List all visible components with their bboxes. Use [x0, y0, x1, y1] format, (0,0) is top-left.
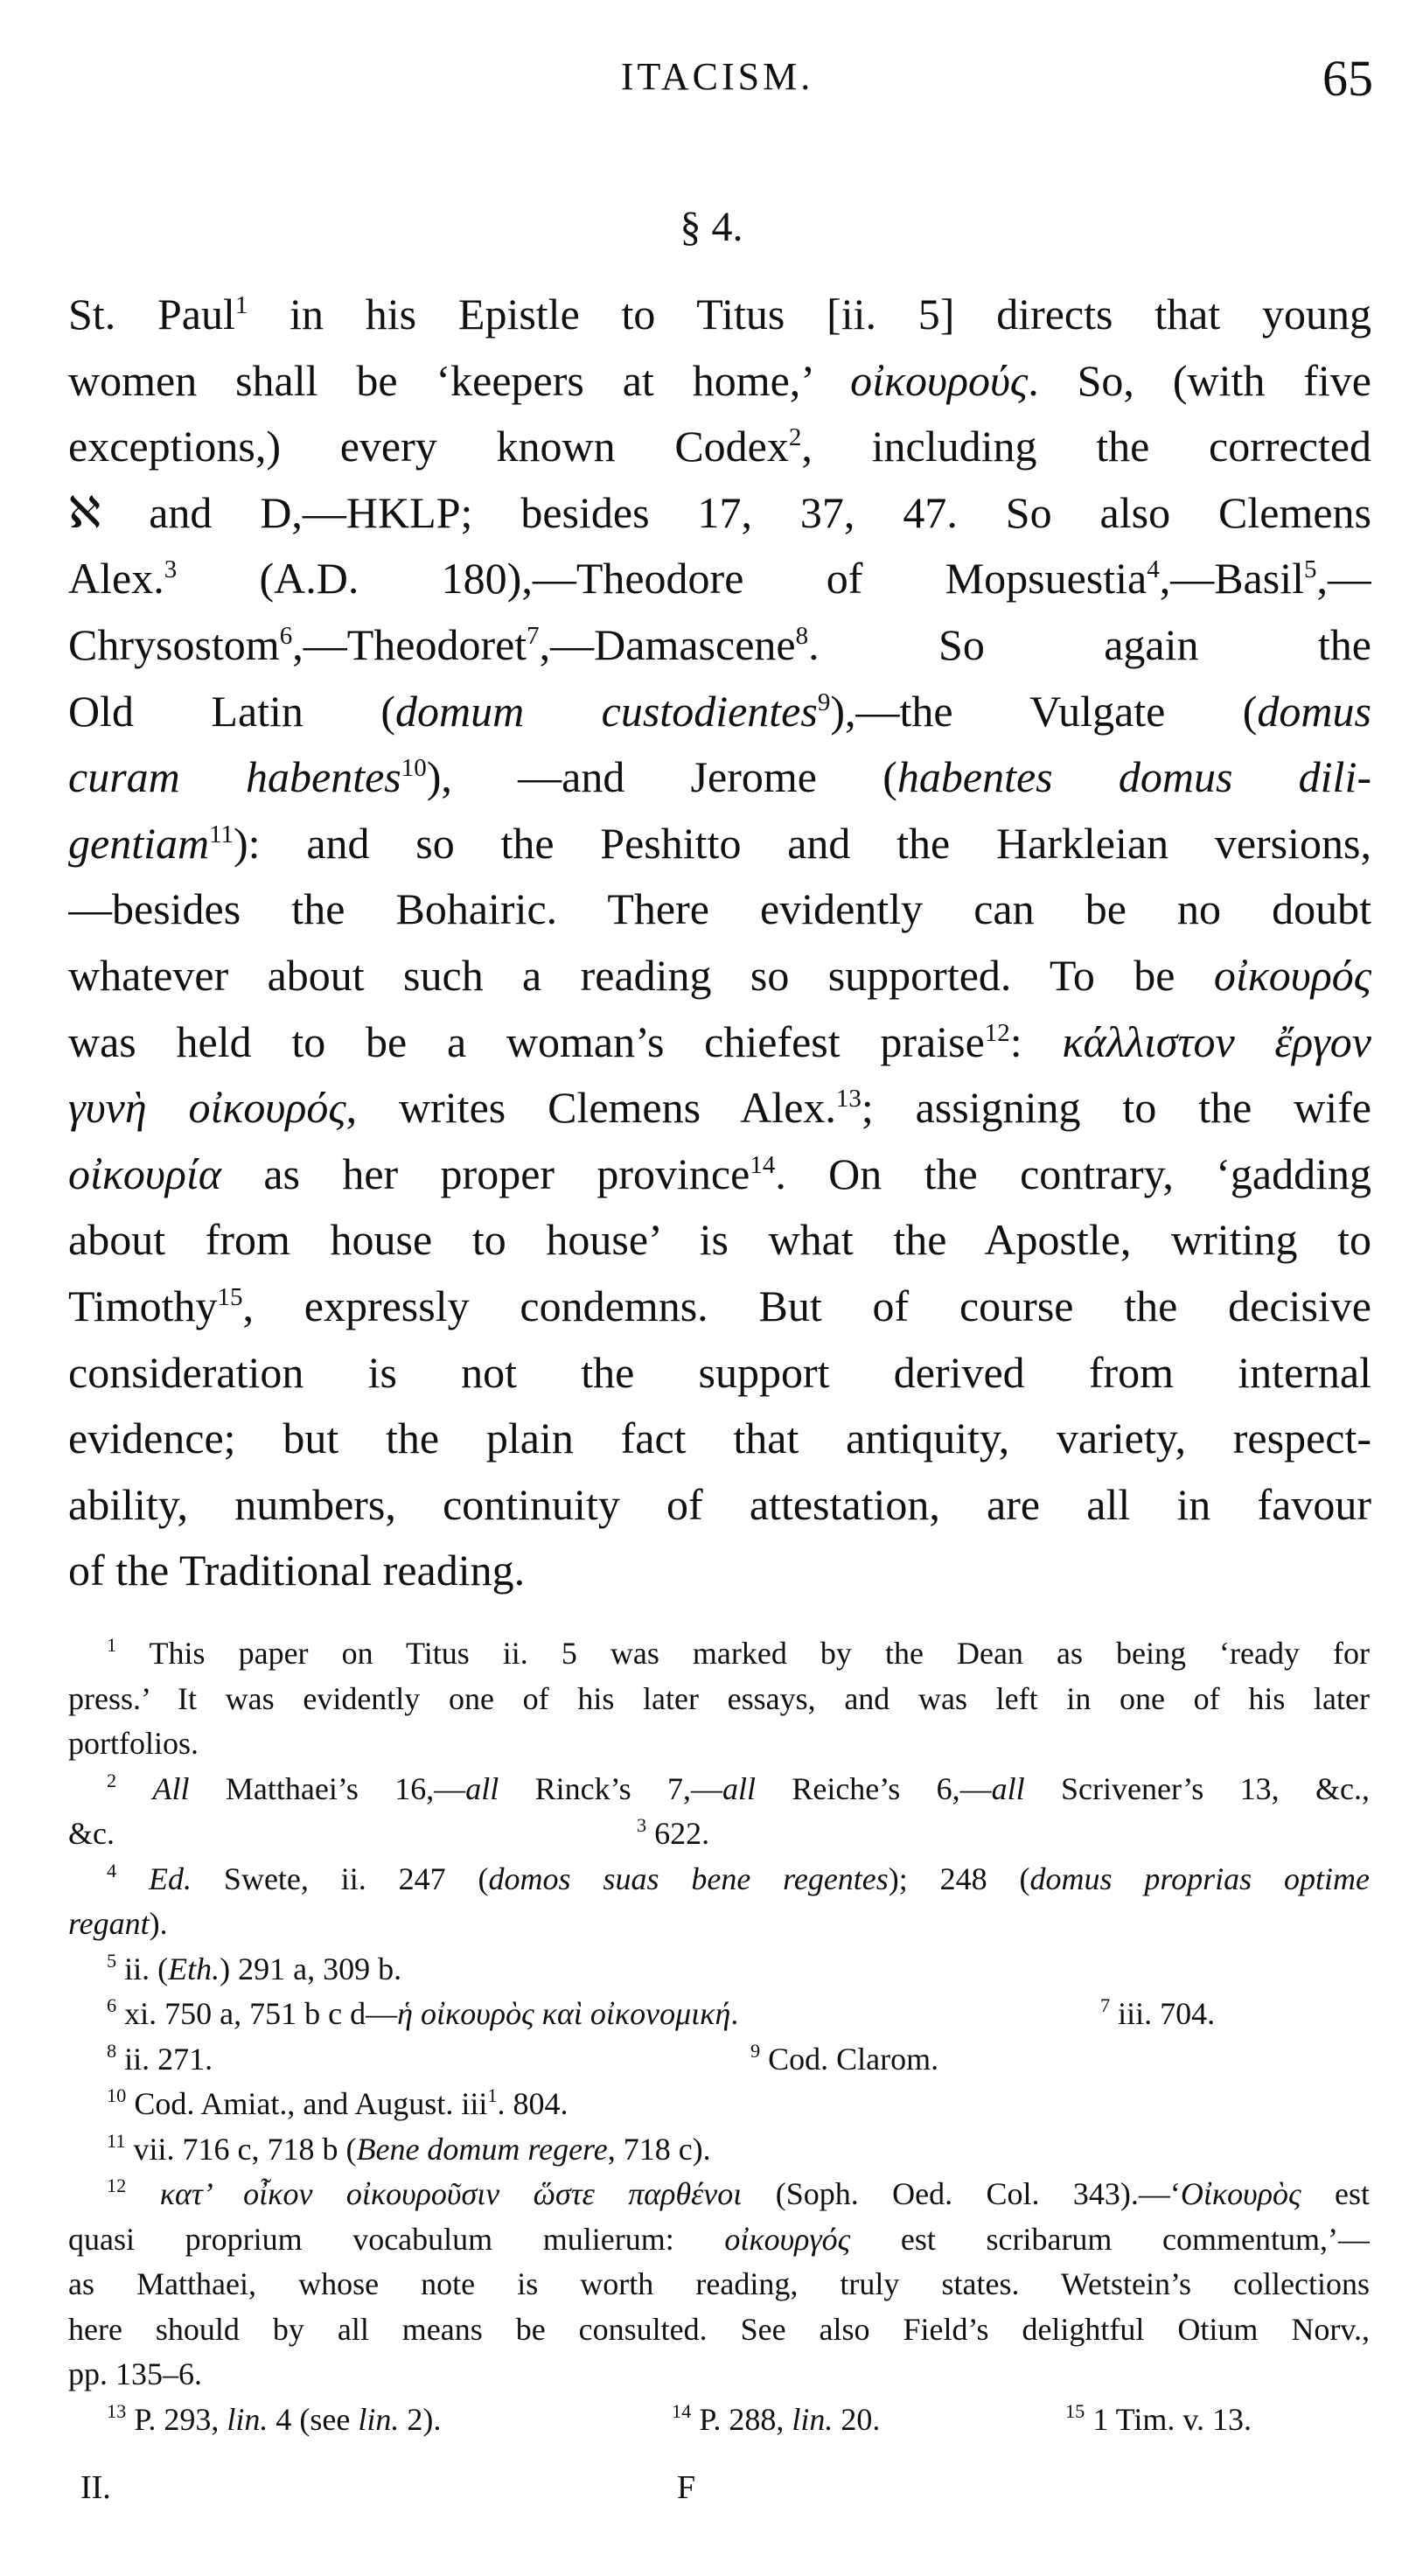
signature-mark: F — [677, 2469, 696, 2506]
text-run: ): and so the Peshitto and the Harkleian versions, — [234, 818, 1371, 868]
text-run: iii. 704. — [1110, 1996, 1216, 2031]
text-run: , including the corrected — [801, 422, 1371, 471]
footnote-ref: 10 — [401, 754, 427, 783]
body-line — [68, 1406, 1371, 1472]
text-run: 4 (see — [268, 2401, 359, 2437]
latin-italic: domum custodientes — [395, 686, 818, 736]
running-head — [61, 50, 1373, 124]
text-run: Cod. Clarom. — [760, 2041, 939, 2077]
text-run: &c. — [68, 1816, 115, 1851]
text-run: ,—Damascene — [539, 619, 796, 669]
footnote-ref: 8 — [795, 622, 809, 650]
running-title: ITACISM. — [620, 55, 814, 98]
footnote-ref: 7 — [527, 622, 540, 650]
footnote-15 — [1065, 2398, 1252, 2443]
text-run: est scribarum commentum,’— — [850, 2221, 1370, 2257]
footnote-12-cont — [68, 2217, 1370, 2263]
text-run: exceptions,) every known Codex — [68, 422, 789, 471]
footnote-14 — [672, 2398, 880, 2443]
text-run: St. Paul — [68, 290, 235, 339]
text-run: . So, (with five — [1028, 355, 1371, 405]
greek-text: γυνὴ οἰκουρός — [68, 1083, 346, 1133]
body-line — [68, 1340, 1371, 1407]
text-run: ii. 271. — [116, 2041, 213, 2077]
body-text — [68, 282, 1371, 1604]
text-run: P. 288, — [691, 2401, 792, 2437]
text-run: : — [1009, 1016, 1063, 1066]
text-run: ,—Basil — [1159, 554, 1304, 604]
greek-text: κατ’ οἶκον οἰκουροῦσιν ὥστε παρθένοι — [126, 2176, 743, 2211]
text-run: Chrysostom — [68, 619, 280, 669]
body-line — [68, 1009, 1371, 1076]
footnote-number: 10 — [107, 2084, 127, 2107]
text-run: . On the contrary, ‘gadding — [775, 1148, 1371, 1198]
text-run: , 718 c). — [607, 2131, 711, 2167]
body-line — [68, 943, 1371, 1009]
footnote-number: 5 — [107, 1949, 117, 1972]
text-run: quasi proprium vocabulum mulierum: — [68, 2221, 725, 2257]
footnote-number: 2 — [107, 1769, 117, 1791]
text-run: in his Epistle to Titus [ii. 5] directs that young — [248, 290, 1371, 339]
footnote-12-cont — [68, 2307, 1370, 2353]
text-run: Alex. — [68, 554, 164, 604]
body-line — [68, 1538, 1371, 1604]
text-run: , expressly condemns. But of course the decisive — [242, 1281, 1371, 1330]
latin-italic: curam habentes — [68, 752, 401, 802]
italic-run: lin. — [792, 2401, 834, 2437]
footnote-number: 3 — [637, 1814, 647, 1837]
footnote-ref: 5 — [1304, 555, 1317, 584]
text-run: Cod. Amiat., and August. iii — [126, 2086, 488, 2121]
greek-text: Οἰκουρὸς — [1180, 2176, 1301, 2211]
footnote-number: 7 — [1100, 1994, 1111, 2017]
text-run: ,— — [1316, 554, 1371, 604]
text-run: consideration is not the support derived from internal — [68, 1347, 1371, 1397]
footnote-1-cont — [68, 1677, 1370, 1722]
footnote-ref: 14 — [750, 1150, 776, 1179]
italic-run: regant — [68, 1906, 150, 1941]
footnote-number: 6 — [107, 1994, 117, 2017]
text-run: as her proper province — [220, 1148, 750, 1198]
footnote-12-cont — [68, 2352, 1370, 2398]
text-run: . So again the — [808, 619, 1371, 669]
footnote-4 — [68, 1857, 1370, 1902]
footnote-number: 13 — [107, 2399, 127, 2422]
italic-run: all — [465, 1770, 499, 1806]
latin-italic: gentiam — [68, 818, 210, 868]
text-run: 1 Tim. v. 13. — [1085, 2401, 1252, 2437]
body-line — [68, 414, 1371, 480]
body-line — [68, 744, 1371, 811]
page-number: 65 — [1322, 50, 1373, 107]
text-run: Old Latin ( — [68, 686, 396, 736]
footnote-ref: 1 — [234, 291, 248, 320]
text-run: This paper on Titus ii. 5 was marked by the Dean as being ‘ready for — [116, 1636, 1370, 1671]
text-run: —besides the Bohairic. There evidently can be no doubt — [68, 884, 1371, 934]
text-run: women shall be ‘keepers at home,’ — [68, 355, 851, 405]
footnote-number: 1 — [107, 1634, 117, 1657]
footnote-ref: 3 — [164, 555, 178, 584]
text-run: (Soph. Oed. Col. 343).—‘ — [742, 2176, 1181, 2211]
text-run: press.’ It was evidently one of his later essays, and was left in one of his later — [68, 1680, 1370, 1716]
text-run: 20. — [833, 2401, 881, 2437]
text-run: Swete, ii. 247 ( — [192, 1860, 489, 1896]
italic-run: Eth. — [168, 1951, 220, 1986]
italic-run: lin. — [227, 2401, 269, 2437]
text-run: ). — [149, 1906, 168, 1941]
text-run: ; assigning to the wife — [861, 1083, 1371, 1133]
text-run: as Matthaei, whose note is worth reading, truly states. Wetstein’s collections — [68, 2266, 1370, 2301]
footnote-ref: 13 — [835, 1085, 861, 1113]
greek-text: οἰκουρούς — [850, 355, 1029, 405]
italic-run: domos suas bene regentes — [488, 1860, 889, 1896]
text-run: whatever about such a reading so supported. To be — [68, 950, 1214, 1000]
footnote-number: 9 — [750, 2039, 761, 2062]
greek-text: οἰκουρία — [68, 1148, 221, 1198]
text-run: was held to be a woman’s chiefest praise — [68, 1016, 985, 1066]
text-run: . 804. — [497, 2086, 569, 2121]
footnote-12-cont — [68, 2262, 1370, 2307]
footnote-13 — [68, 2398, 1370, 2443]
footnote-5 — [68, 1947, 1370, 1993]
text-run: here should by all means be consulted. See also Field’s delightful Otium Norv., — [68, 2311, 1370, 2347]
footnote-ref: 4 — [1147, 555, 1160, 584]
footnote-ref: 12 — [984, 1018, 1010, 1047]
text-run: Matthaei’s 16,— — [189, 1770, 466, 1806]
greek-text: οἰκουργός — [724, 2221, 851, 2257]
footnote-ref: 11 — [209, 820, 234, 848]
greek-text: κάλλιστον ἔργον — [1062, 1016, 1371, 1066]
italic-run: Bene domum regere — [356, 2131, 608, 2167]
footnote-number: 15 — [1065, 2399, 1085, 2422]
italic-run: all — [991, 1770, 1025, 1806]
greek-text: οἰκουρός — [1213, 950, 1371, 1000]
section-heading: § 4. — [680, 204, 743, 250]
text-run: 2). — [399, 2401, 442, 2437]
text-run: ii. ( — [116, 1951, 169, 1986]
footnote-9 — [750, 2037, 938, 2083]
latin-italic: habentes domus dili- — [896, 752, 1371, 802]
footnote-6 — [68, 1992, 1370, 2037]
text-run: vii. 716 c, 718 b ( — [125, 2131, 357, 2167]
text-run: P. 293, — [126, 2401, 227, 2437]
body-line — [68, 282, 1371, 348]
body-line — [68, 1141, 1371, 1208]
body-line — [68, 348, 1371, 415]
footnote-number: 14 — [672, 2399, 692, 2422]
footnote-ref: 6 — [279, 622, 293, 650]
body-line — [68, 1472, 1371, 1539]
footnote-ref: 15 — [217, 1282, 243, 1311]
body-line — [68, 1075, 1371, 1141]
latin-italic: domus — [1257, 686, 1371, 736]
text-run: (A.D. 180),—Theodore of Mopsuestia — [177, 554, 1147, 604]
text-run: , writes Clemens Alex. — [345, 1083, 836, 1133]
text-run: ); 248 ( — [888, 1860, 1030, 1896]
footnote-4-cont — [68, 1902, 1370, 1947]
text-run: about from house to house’ is what the Apostle, writing to — [68, 1215, 1371, 1265]
text-run: evidence; but the plain fact that antiquity, variety, respect- — [68, 1414, 1371, 1463]
footnote-7 — [1100, 1992, 1215, 2037]
text-run: of the Traditional reading. — [68, 1546, 526, 1595]
footnote-ref: 9 — [817, 688, 831, 716]
text-run: ,—Theodoret — [292, 619, 527, 669]
text-run: 622. — [646, 1816, 710, 1851]
body-line — [68, 876, 1371, 943]
body-line — [68, 480, 1371, 547]
body-line — [68, 811, 1371, 877]
text-run: ), —and Jerome ( — [426, 752, 897, 802]
text-run: xi. 750 a, 751 b c d— — [116, 1996, 398, 2031]
footnote-3 — [637, 1812, 709, 1857]
text-run: ),—the Vulgate ( — [830, 686, 1258, 736]
footnotes — [68, 1631, 1370, 2442]
body-line — [68, 1274, 1371, 1340]
italic-run: all — [722, 1770, 756, 1806]
text-run: pp. 135–6. — [68, 2356, 202, 2391]
footnote-number: 12 — [107, 2175, 127, 2197]
signature-line — [0, 2468, 1423, 2521]
body-line — [68, 612, 1371, 679]
footnote-2-cont — [68, 1812, 1370, 1857]
text-run: Scrivener’s 13, &c., — [1024, 1770, 1370, 1806]
text-run: ) 291 a, 309 b. — [220, 1951, 402, 1986]
text-run: Timothy — [68, 1281, 218, 1330]
footnote-number: 11 — [107, 2129, 126, 2152]
text-run: est — [1301, 2176, 1370, 2211]
italic-run: lin. — [358, 2401, 400, 2437]
text-run: Rinck’s 7,— — [499, 1770, 722, 1806]
footnote-11 — [68, 2127, 1370, 2173]
superscript: 1 — [487, 2084, 498, 2107]
text-run: ℵ and D,—HKLP; besides 17, 37, 47. So also Clemens — [68, 487, 1371, 537]
italic-run: All — [152, 1770, 190, 1806]
italic-run: Ed. — [149, 1860, 192, 1896]
italic-run: domus proprias optime — [1029, 1860, 1370, 1896]
text-run: Reiche’s 6,— — [755, 1770, 992, 1806]
footnote-8 — [68, 2037, 1370, 2083]
body-line — [68, 1207, 1371, 1274]
footnote-1-cont — [68, 1721, 1370, 1767]
body-line — [68, 546, 1371, 612]
text-run: . — [730, 1996, 739, 2031]
volume-mark: II. — [80, 2469, 111, 2506]
greek-text: ἡ οἰκουρὸς καὶ οἰκονομική — [397, 1996, 731, 2031]
body-line — [68, 679, 1371, 745]
footnote-10 — [68, 2082, 1370, 2127]
text-run: portfolios. — [68, 1726, 199, 1761]
footnote-number: 8 — [107, 2039, 117, 2062]
footnote-number: 4 — [107, 1859, 117, 1881]
footnote-1 — [68, 1631, 1370, 1677]
footnote-12 — [68, 2172, 1370, 2217]
footnote-2 — [68, 1767, 1370, 1812]
text-run: ability, numbers, continuity of attestation, are all in favour — [68, 1479, 1371, 1529]
footnote-ref: 2 — [788, 423, 802, 452]
